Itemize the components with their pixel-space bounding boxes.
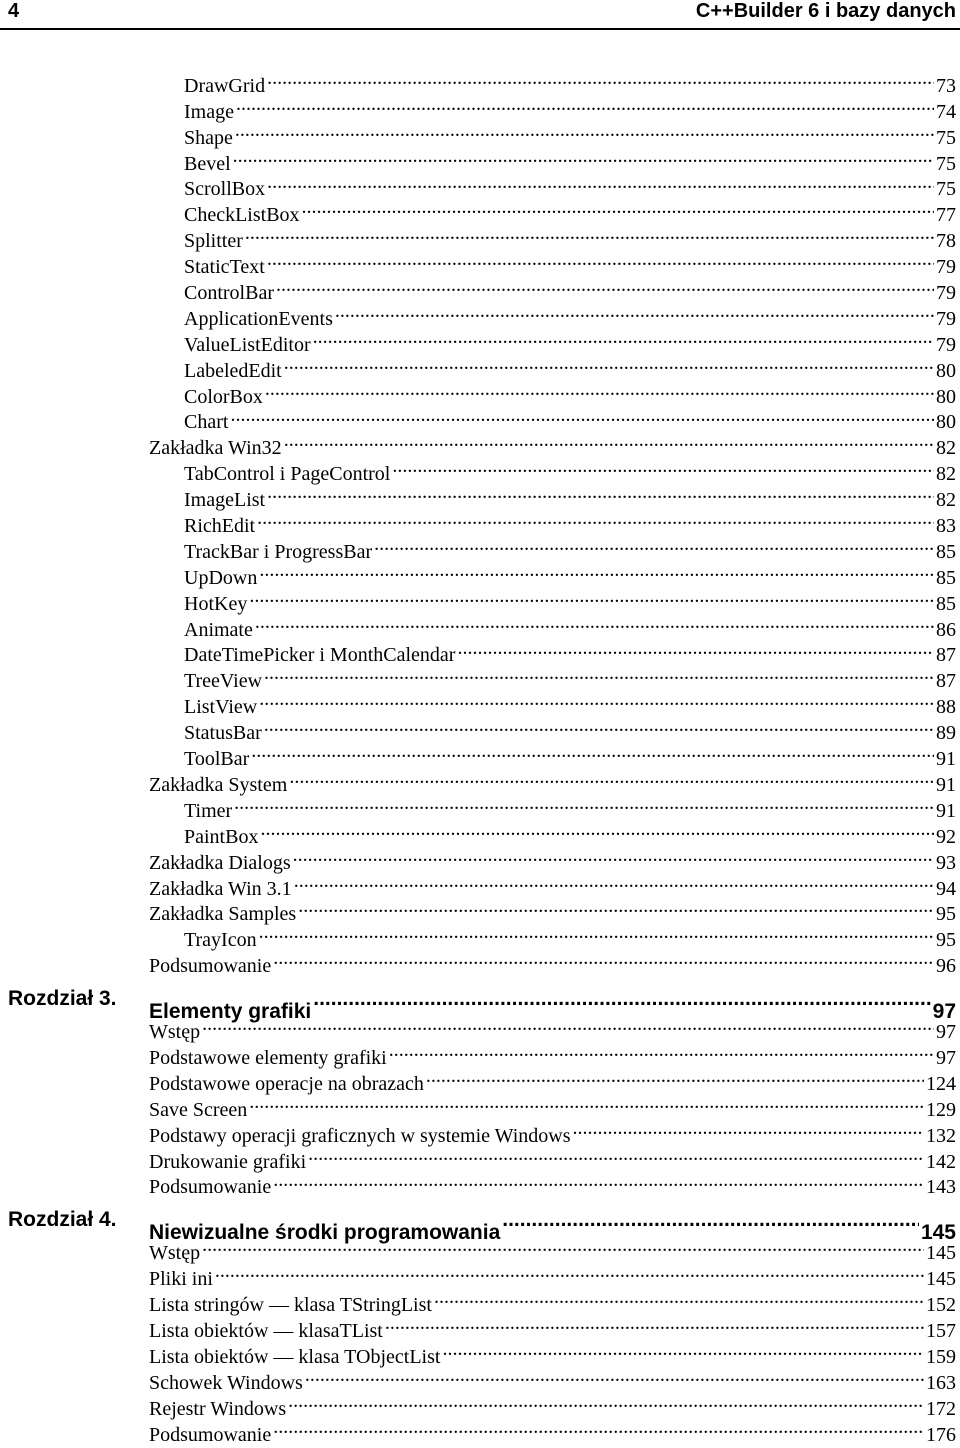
toc-entry-title: Timer [184,799,233,822]
dot-leader [259,687,934,713]
dot-leader [259,558,934,584]
toc-entry-page: 85 [936,566,956,589]
toc-entry-title: Zakładka Win 3.1 [149,877,292,900]
toc-entry-page: 73 [936,74,956,97]
toc-entry[interactable] [0,1168,960,1199]
toc-entry-title: HotKey [184,592,248,615]
toc-entry[interactable] [0,584,960,615]
toc-entry[interactable] [0,170,960,201]
toc-entry-page: 129 [926,1098,956,1121]
toc-entry[interactable] [0,1337,960,1368]
toc-entry[interactable] [0,144,960,175]
dot-leader [249,584,934,610]
toc-entry-title: Shape [184,126,233,149]
toc-entry[interactable] [0,454,960,486]
toc-entry[interactable] [0,118,960,149]
toc-entry-title: StatusBar [184,722,262,745]
dot-leader [260,817,934,843]
chapter-title: Elementy grafiki [149,1000,312,1024]
toc-entry-title: DateTimePicker i MonthCalendar [184,644,456,667]
dot-leader [308,1142,924,1168]
toc-entry[interactable] [0,273,960,305]
dot-leader [235,118,934,144]
toc-entry-title: Podsumowanie [149,1423,272,1446]
toc-entry-page: 92 [936,825,956,848]
dot-leader [267,66,934,92]
toc-entry[interactable] [0,1090,960,1121]
dot-leader [265,377,934,403]
dot-leader [293,843,934,869]
toc-entry-title: Podstawowe operacje na obrazach [149,1072,424,1095]
dot-leader [267,247,934,273]
toc-entry-title: CheckListBox [184,204,300,227]
toc-entry-page: 80 [936,411,956,434]
toc-entry[interactable] [0,247,960,279]
toc-entry-page: 95 [936,903,956,926]
table-of-contents [0,66,960,1446]
toc-section-chapter3 [0,1012,960,1199]
toc-entry-title: Image [184,100,234,123]
dot-leader [233,144,934,170]
toc-entry[interactable] [0,325,960,356]
toc-entry-title: Bevel [184,152,231,175]
toc-entry-page: 87 [936,670,956,693]
header-rule [0,28,960,30]
toc-entry-title: Podsumowanie [149,1176,272,1199]
toc-entry-title: RichEdit [184,515,256,538]
dot-leader [215,1259,924,1285]
toc-entry[interactable] [0,1259,960,1291]
toc-entry-title: ListView [184,696,258,719]
toc-entry-title: Zakładka System [149,773,288,796]
toc-entry-title: Chart [184,411,229,434]
toc-entry-page: 75 [936,152,956,175]
toc-entry-title: Podsumowanie [149,955,272,978]
toc-entry[interactable] [0,1064,960,1095]
toc-entry-title: Lista obiektów — klasa TObjectList [149,1345,441,1368]
toc-entry[interactable] [0,946,960,978]
toc-entry[interactable] [0,299,960,330]
toc-section-chapter2-continued [0,66,960,978]
book-title: C++Builder 6 i bazy danych [695,0,956,22]
toc-entry-page: 83 [936,515,956,538]
toc-entry-title: TabControl i PageControl [184,463,391,486]
dot-leader [202,1233,924,1259]
toc-entry-title: StaticText [184,256,265,279]
toc-entry-page: 95 [936,929,956,952]
toc-entry-page: 80 [936,385,956,408]
toc-entry-title: LabeledEdit [184,359,282,382]
toc-entry[interactable] [0,1116,960,1147]
page-number: 4 [8,0,20,22]
toc-entry[interactable] [0,636,960,667]
toc-entry-page: 172 [926,1397,956,1420]
toc-entry[interactable] [0,1363,960,1394]
dot-leader [202,1012,934,1038]
toc-entry-title: Animate [184,618,253,641]
toc-entry-page: 79 [936,307,956,330]
toc-entry-title: Drukowanie grafiki [149,1150,307,1173]
toc-section-chapter4 [0,1233,960,1446]
toc-entry-page: 78 [936,230,956,253]
toc-entry-page: 75 [936,126,956,149]
toc-entry[interactable] [0,377,960,408]
toc-entry[interactable] [0,869,960,900]
toc-entry-page: 93 [936,851,956,874]
chapter-label: Rozdział 4. [8,1208,117,1232]
dot-leader [374,532,934,558]
toc-entry[interactable] [0,506,960,538]
dot-leader [284,428,934,454]
toc-entry[interactable] [0,687,960,719]
toc-entry[interactable] [0,92,960,123]
toc-entry-title: Pliki ini [149,1268,213,1291]
toc-entry[interactable] [0,558,960,589]
dot-leader [288,1389,924,1415]
toc-entry[interactable] [0,1285,960,1317]
dot-leader [305,1363,924,1389]
toc-entry-page: 157 [926,1319,956,1342]
toc-entry-page: 77 [936,204,956,227]
toc-entry-title: Rejestr Windows [149,1397,287,1420]
dot-leader [236,92,934,118]
dot-leader [251,739,934,765]
toc-entry-page: 79 [936,333,956,356]
toc-entry[interactable] [0,1038,960,1069]
toc-entry-page: 159 [926,1345,956,1368]
toc-entry-page: 96 [936,955,956,978]
dot-leader [392,454,934,480]
toc-entry[interactable] [0,195,960,227]
toc-entry-title: Podstawowe elementy grafiki [149,1046,387,1069]
toc-entry-page: 82 [936,489,956,512]
dot-leader [273,1168,924,1194]
dot-leader [389,1038,934,1064]
toc-entry-title: Schowek Windows [149,1371,303,1394]
toc-entry-title: Wstęp [149,1021,201,1044]
toc-entry-page: 86 [936,618,956,641]
dot-leader [434,1285,924,1311]
toc-entry-page: 132 [926,1124,956,1147]
toc-entry-title: ScrollBox [184,178,266,201]
toc-entry-title: ToolBar [184,748,250,771]
toc-entry-title: TreeView [184,670,263,693]
toc-entry-title: DrawGrid [184,74,266,97]
dot-leader [284,351,934,377]
dot-leader [259,920,934,946]
dot-leader [273,946,934,972]
dot-leader [426,1064,924,1090]
toc-entry-title: ColorBox [184,385,263,408]
toc-entry[interactable] [0,403,960,434]
toc-entry-page: 145 [926,1242,956,1265]
dot-leader [289,765,934,791]
dot-leader [257,506,934,532]
chapter-title: Niewizualne środki programowania [149,1221,501,1245]
chapter-page: 145 [920,1221,956,1245]
dot-leader [442,1337,924,1363]
toc-entry[interactable] [0,661,960,693]
dot-leader [457,636,934,662]
toc-entry-page: 82 [936,437,956,460]
toc-entry-page: 145 [926,1268,956,1291]
toc-entry-page: 97 [936,1046,956,1069]
toc-entry[interactable] [0,351,960,382]
toc-entry-title: ApplicationEvents [184,307,333,330]
toc-entry-title: Splitter [184,230,243,253]
toc-entry-title: Save Screen [149,1098,248,1121]
toc-entry-title: ValueListEditor [184,333,311,356]
toc-entry-page: 85 [936,592,956,615]
toc-entry-title: TrayIcon [184,929,257,952]
toc-entry[interactable] [0,610,960,641]
toc-entry[interactable] [0,1311,960,1342]
toc-entry-title: Zakładka Win32 [149,437,282,460]
toc-entry-page: 94 [936,877,956,900]
toc-entry-page: 152 [926,1294,956,1317]
toc-entry-page: 91 [936,773,956,796]
dot-leader [335,299,934,325]
toc-entry-page: 91 [936,799,956,822]
dot-leader [264,661,934,687]
toc-entry[interactable] [0,765,960,796]
toc-entry[interactable] [0,817,960,848]
dot-leader [302,195,934,221]
dot-leader [313,325,934,351]
dot-leader [276,273,934,299]
toc-entry[interactable] [0,428,960,460]
toc-entry-page: 79 [936,282,956,305]
toc-entry[interactable] [0,739,960,771]
toc-entry-title: Lista stringów — klasa TStringList [149,1294,432,1317]
toc-entry[interactable] [0,791,960,822]
toc-entry-title: Lista obiektów — klasaTList [149,1319,383,1342]
toc-entry-title: Wstęp [149,1242,201,1265]
toc-entry-page: 176 [926,1423,956,1446]
dot-leader [573,1116,924,1142]
toc-entry-page: 97 [936,1021,956,1044]
toc-entry[interactable] [0,895,960,926]
toc-entry[interactable] [0,1415,960,1446]
toc-entry-title: Zakładka Dialogs [149,851,291,874]
toc-entry-page: 163 [926,1371,956,1394]
toc-entry-title: UpDown [184,566,258,589]
toc-entry[interactable] [0,713,960,745]
dot-leader [264,713,934,739]
dot-leader [267,480,934,506]
toc-entry-page: 75 [936,178,956,201]
page-header [0,0,960,28]
toc-entry-title: Zakładka Samples [149,903,297,926]
chapter-label: Rozdział 3. [8,987,117,1011]
toc-entry[interactable] [0,920,960,952]
toc-entry[interactable] [0,843,960,874]
dot-leader [298,895,934,921]
chapter-page: 97 [932,1000,956,1024]
toc-entry-page: 142 [926,1150,956,1173]
toc-entry-page: 82 [936,463,956,486]
toc-entry-title: PaintBox [184,825,259,848]
toc-entry-title: Podstawy operacji graficznych w systemie Windows [149,1124,571,1147]
toc-entry[interactable] [0,1142,960,1173]
toc-entry-title: TrackBar i ProgressBar [184,540,373,563]
toc-entry-page: 89 [936,722,956,745]
toc-entry-page: 74 [936,100,956,123]
toc-entry-title: ControlBar [184,282,274,305]
toc-entry[interactable] [0,532,960,563]
dot-leader [234,791,934,817]
toc-entry-page: 91 [936,748,956,771]
dot-leader [385,1311,924,1337]
dot-leader [230,403,934,429]
toc-entry-page: 85 [936,540,956,563]
dot-leader [294,869,934,895]
dot-leader [249,1090,924,1116]
toc-entry-page: 143 [926,1176,956,1199]
dot-leader [267,170,934,196]
toc-entry-page: 124 [926,1072,956,1095]
dot-leader [255,610,934,636]
dot-leader [273,1415,924,1441]
toc-entry-page: 79 [936,256,956,279]
toc-entry[interactable] [0,66,960,97]
toc-entry[interactable] [0,480,960,512]
toc-entry-page: 80 [936,359,956,382]
toc-entry-page: 87 [936,644,956,667]
toc-entry-title: ImageList [184,489,266,512]
toc-entry[interactable] [0,1389,960,1420]
dot-leader [245,221,934,247]
toc-entry-page: 88 [936,696,956,719]
toc-entry[interactable] [0,221,960,253]
